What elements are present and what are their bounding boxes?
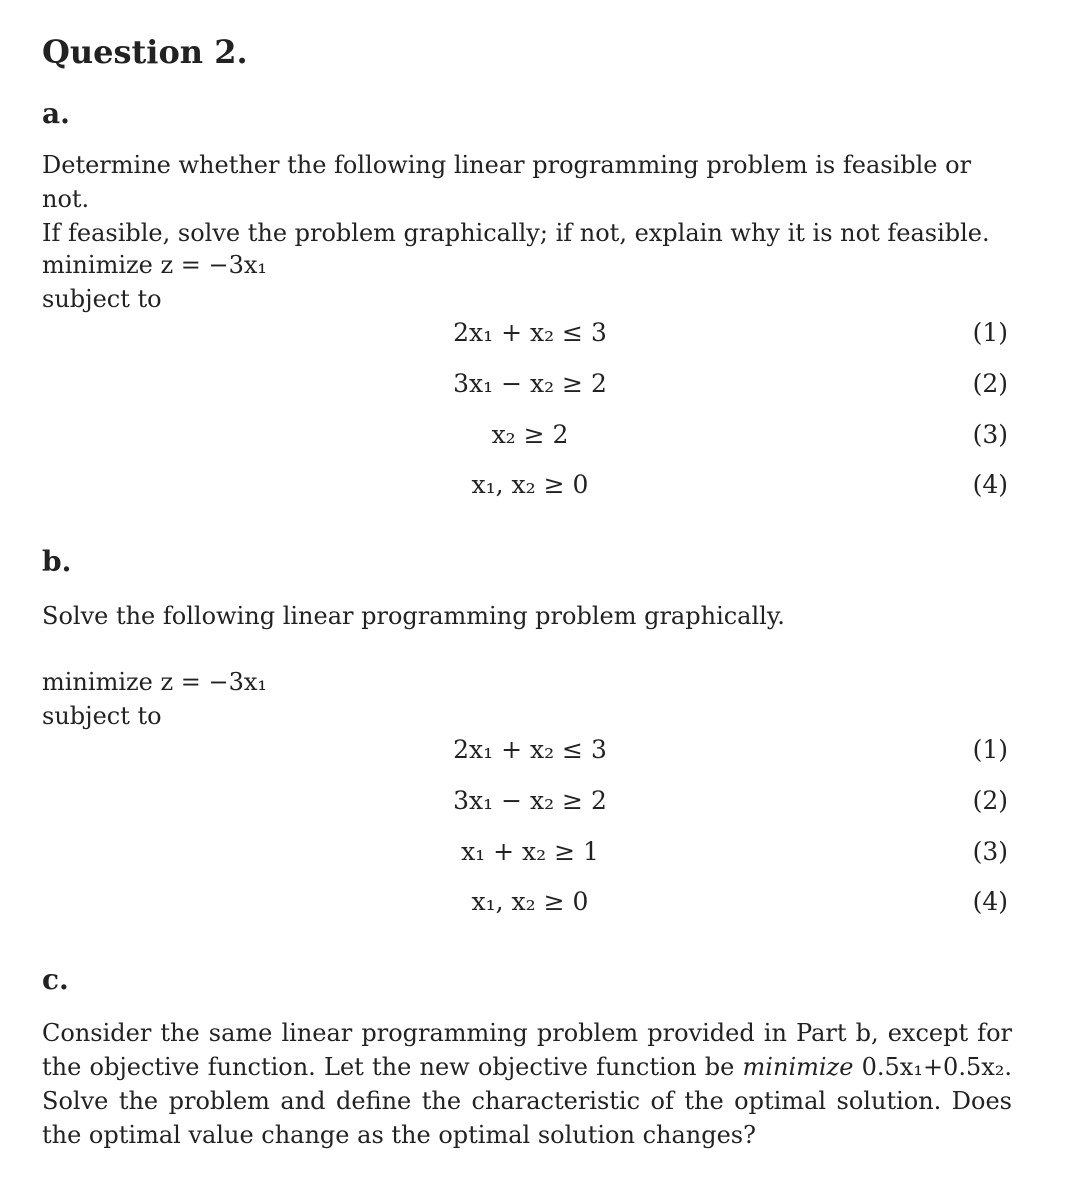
part-b-intro-line: Solve the following linear programming problem graphically.: [42, 602, 785, 630]
part-c-line2-post: 0.5x₁+0.5x₂.: [853, 1053, 1012, 1081]
part-a-subject-to: subject to: [42, 285, 162, 313]
part-b-constraint-2: 3x₁ − x₂ ≥ 2: [453, 786, 607, 815]
part-b-constraint-2-number: (2): [972, 786, 1008, 815]
part-c-line2-pre: the objective function. Let the new objective function be: [42, 1053, 743, 1081]
part-b-objective: minimize z = −3x₁: [42, 668, 268, 696]
part-a-constraint-2-number: (2): [972, 369, 1008, 398]
part-a-objective: minimize z = −3x₁: [42, 251, 268, 279]
part-a-constraint-2: 3x₁ − x₂ ≥ 2: [453, 369, 607, 398]
part-a-intro-line1: Determine whether the following linear programming problem is feasible or not.: [42, 151, 972, 213]
part-b-label: b.: [42, 545, 72, 578]
part-a-constraint-4-number: (4): [972, 470, 1008, 499]
part-b-constraint-4: x₁, x₂ ≥ 0: [471, 887, 589, 916]
part-b-subject-to: subject to: [42, 702, 162, 730]
part-a-constraint-4: x₁, x₂ ≥ 0: [471, 470, 589, 499]
part-a-constraint-3: x₂ ≥ 2: [491, 420, 569, 449]
part-b-constraint-3: x₁ + x₂ ≥ 1: [461, 837, 599, 866]
part-c-label: c.: [42, 963, 69, 996]
part-a-intro-line2: If feasible, solve the problem graphically; if not, explain why it is not feasible.: [42, 219, 990, 247]
part-c-line2: [42, 1050, 1012, 1084]
part-c-paragraph: [42, 1016, 1012, 1152]
part-a-constraint-3-number: (3): [972, 420, 1008, 449]
part-c-line4: the optimal value change as the optimal solution changes?: [42, 1121, 756, 1149]
part-b-constraint-4-number: (4): [972, 887, 1008, 916]
part-c-line2-italic: minimize: [742, 1053, 854, 1081]
part-a-constraint-1: 2x₁ + x₂ ≤ 3: [453, 318, 607, 347]
part-b-constraint-1-number: (1): [972, 735, 1008, 764]
part-c-line3: Solve the problem and define the characteristic of the optimal solution. Does: [42, 1087, 1012, 1115]
part-b-intro: [42, 599, 1012, 633]
part-b-constraint-1: 2x₁ + x₂ ≤ 3: [453, 735, 607, 764]
part-c-line1: Consider the same linear programming problem provided in Part b, except for: [42, 1019, 1012, 1047]
part-a-constraint-1-number: (1): [972, 318, 1008, 347]
part-a-intro: [42, 148, 1012, 250]
part-b-constraint-3-number: (3): [972, 837, 1008, 866]
question-title: Question 2.: [42, 33, 248, 71]
part-a-label: a.: [42, 97, 70, 130]
